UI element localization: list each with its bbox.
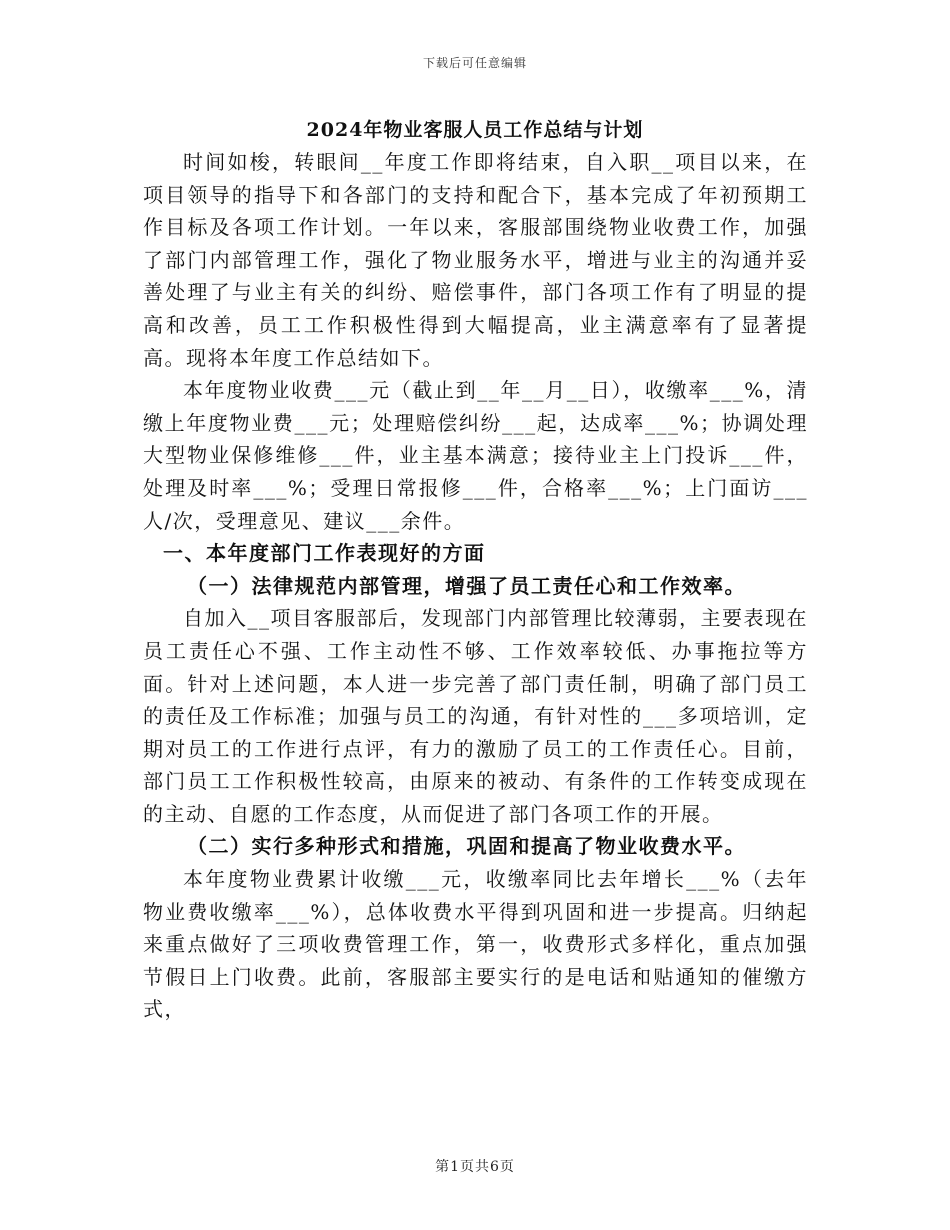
subsection-heading-2: （二）实行多种形式和措施，巩固和提高了物业收费水平。 [187,834,746,859]
page-header: 下载后可任意编辑 [422,56,527,70]
subsection-paragraph-1: 自加入__项目客服部后，发现部门内部管理比较薄弱，主要表现在员工责任心不强、工作主动性不够、工作效率较低、办事拖拉等方面。针对上述问题，本人进一步完善了部门责任制，明确了部门员工的责任及工作标准；加强与员工的沟通，有针对性的___多项培训，定期对员工的工作进行点评，有力的激励了员工的工作责任心。目前，部门员工工作积极性较高，由原来的被动、有条件的工作转变成现在的主动、自愿的工作态度，从而促进了部门各项工作的开展。 [143,606,808,826]
document-body [143,146,808,1026]
intro-paragraph: 时间如梭，转眼间__年度工作即将结束，自入职__项目以来，在项目领导的指导下和各部门的支持和配合下，基本完成了年初预期工作目标及各项工作计划。一年以来，客服部围绕物业收费工作，加强了部门内部管理工作，强化了物业服务水平，增进与业主的沟通并妥善处理了与业主有关的纠纷、赔偿事件，部门各项工作有了明显的提高和改善，员工工作积极性得到大幅提高，业主满意率有了显著提高。现将本年度工作总结如下。 [143,150,808,370]
statistics-paragraph: 本年度物业收费___元（截止到__年__月__日），收缴率___%，清缴上年度物业费___元；处理赔偿纠纷___起，达成率___%；协调处理大型物业保修维修___件，业主基本满意；接待业主上门投诉___件，处理及时率___%；受理日常报修___件，合格率___%；上门面访___人/次，受理意见、建议___余件。 [143,378,808,533]
section-heading: 一、本年度部门工作表现好的方面 [163,541,486,566]
subsection-heading-1: （一）法律规范内部管理，增强了员工责任心和工作效率。 [187,573,746,598]
page-footer: 第1页共6页 [435,1159,515,1175]
subsection-paragraph-2: 本年度物业费累计收缴___元，收缴率同比去年增长___%（去年物业费收缴率___%），总体收费水平得到巩固和进一步提高。归纳起来重点做好了三项收费管理工作，第一，收费形式多样化，重点加强节假日上门收费。此前，客服部主要实行的是电话和贴通知的催缴方式， [143,867,808,1022]
document-title: 2024年物业客服人员工作总结与计划 [306,119,644,141]
